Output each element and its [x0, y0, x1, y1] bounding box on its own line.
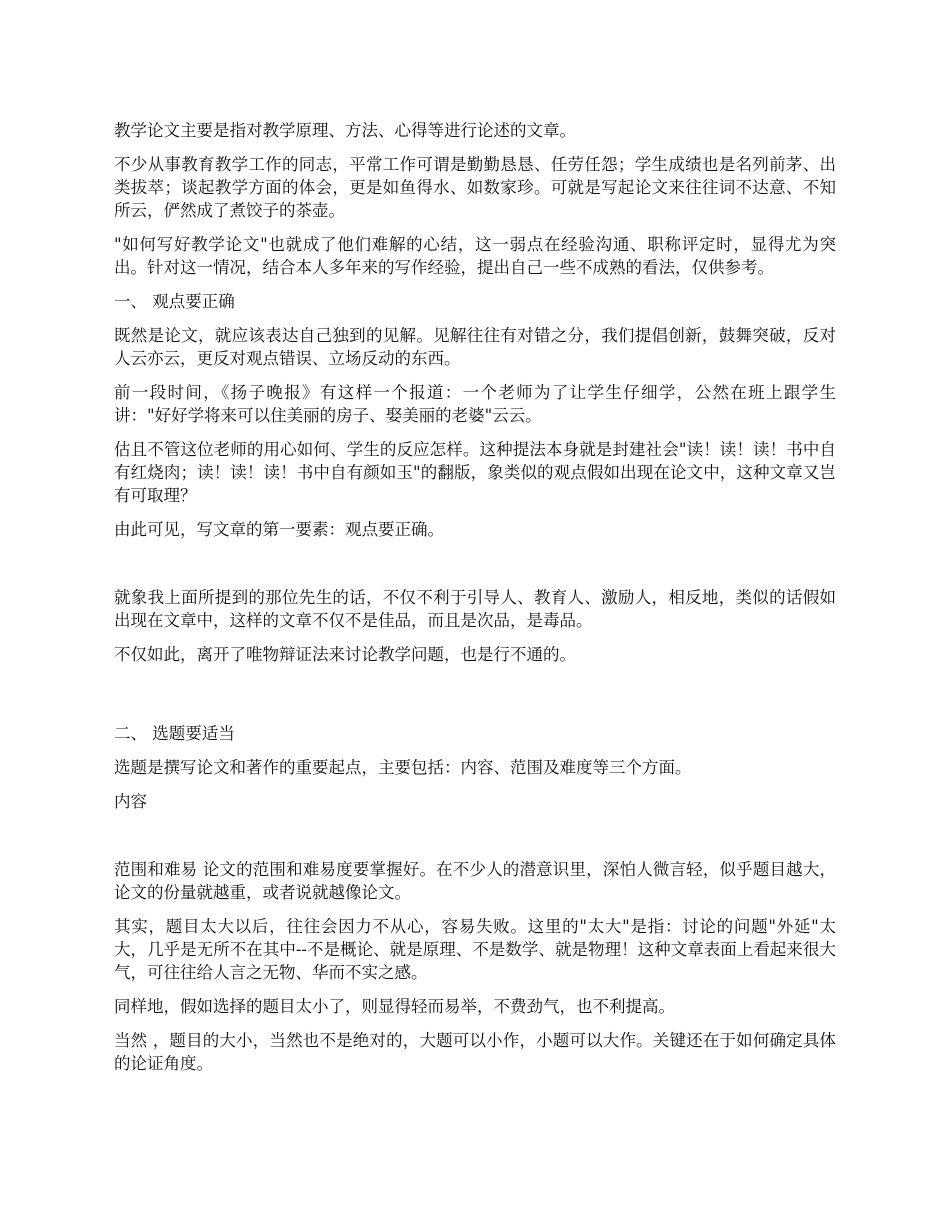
spacer [114, 677, 836, 722]
paragraph-topic-selection: 选题是撰写论文和著作的重要起点，主要包括：内容、范围及难度等三个方面。 [114, 758, 692, 777]
paragraph-feudal-view: 估且不管这位老师的用心如何、学生的反应怎样。这种提法本身就是封建社会"读！读！读！书中自有红烧肉；读！读！读！书中自有颜如玉"的翻版，象类似的观点假如出现在论文中，这种文章又岂有可取理？ [114, 440, 836, 505]
paragraph-angle: 当然 ，题目的大小，当然也不是绝对的，大题可以小作，小题可以大作。关键还在于如何确定具体的论证角度。 [114, 1031, 836, 1073]
paragraph-topic-too-big: 其实，题目太大以后，往往会因力不从心，容易失败。这里的"太大"是指：讨论的问题"外延"太大，几乎是无所不在其中--不是概论、就是原理、不是数学、就是物理！这种文章表面上看起来很大气，可往往给人言之无物、华而不实之感。 [114, 917, 836, 982]
paragraph-scope-difficulty: 范围和难易 论文的范围和难易度要掌握好。在不少人的潜意识里，深怕人微言轻，似乎题目越大，论文的份量就越重，或者说就越像论文。 [114, 860, 836, 902]
paragraph-first-element: 由此可见，写文章的第一要素：观点要正确。 [114, 520, 444, 539]
spacer [114, 824, 836, 858]
document-body [114, 119, 836, 1086]
paragraph-example-harm: 就象我上面所提到的那位先生的话，不仅不利于引导人、教育人、激励人，相反地，类似的话假如出现在文章中，这样的文章不仅不是佳品，而且是次品，是毒品。 [114, 588, 836, 630]
section-heading-viewpoint: 一、 观点要正确 [114, 292, 235, 311]
section-heading-topic: 二、 选题要适当 [114, 724, 235, 743]
paragraph-dialectics: 不仅如此，离开了唯物辩证法来讨论教学问题，也是行不通的。 [114, 645, 576, 664]
paragraph-topic-too-small: 同样地，假如选择的题目太小了，则显得轻而易举，不费劲气，也不利提高。 [114, 997, 675, 1016]
intro-paragraph: 教学论文主要是指对教学原理、方法、心得等进行论述的文章。 [114, 121, 576, 140]
spacer [114, 552, 836, 586]
paragraph-newspaper-report: 前一段时间，《扬子晚报》有这样一个报道：一个老师为了让学生仔细学，公然在班上跟学生讲："好好学将来可以住美丽的房子、娶美丽的老婆"云云。 [114, 383, 836, 425]
paragraph-teachers-difficulty: 不少从事教育教学工作的同志，平常工作可谓是勤勤恳恳、任劳任怨；学生成绩也是名列前茅、出类拔萃；谈起教学方面的体会，更是如鱼得水、如数家珍。可就是写起论文来往往词不达意、不知所云，俨然成了煮饺子的茶壶。 [114, 155, 836, 220]
paragraph-writing-concern: "如何写好教学论文"也就成了他们难解的心结，这一弱点在经验沟通、职称评定时，显得尤为突出。针对这一情况，结合本人多年来的写作经验，提出自己一些不成熟的看法，仅供参考。 [114, 235, 836, 277]
paragraph-unique-insight: 既然是论文，就应该表达自己独到的见解。见解往往有对错之分，我们提倡创新，鼓舞突破，反对人云亦云，更反对观点错误、立场反动的东西。 [114, 326, 836, 368]
subheading-content: 内容 [114, 792, 147, 811]
